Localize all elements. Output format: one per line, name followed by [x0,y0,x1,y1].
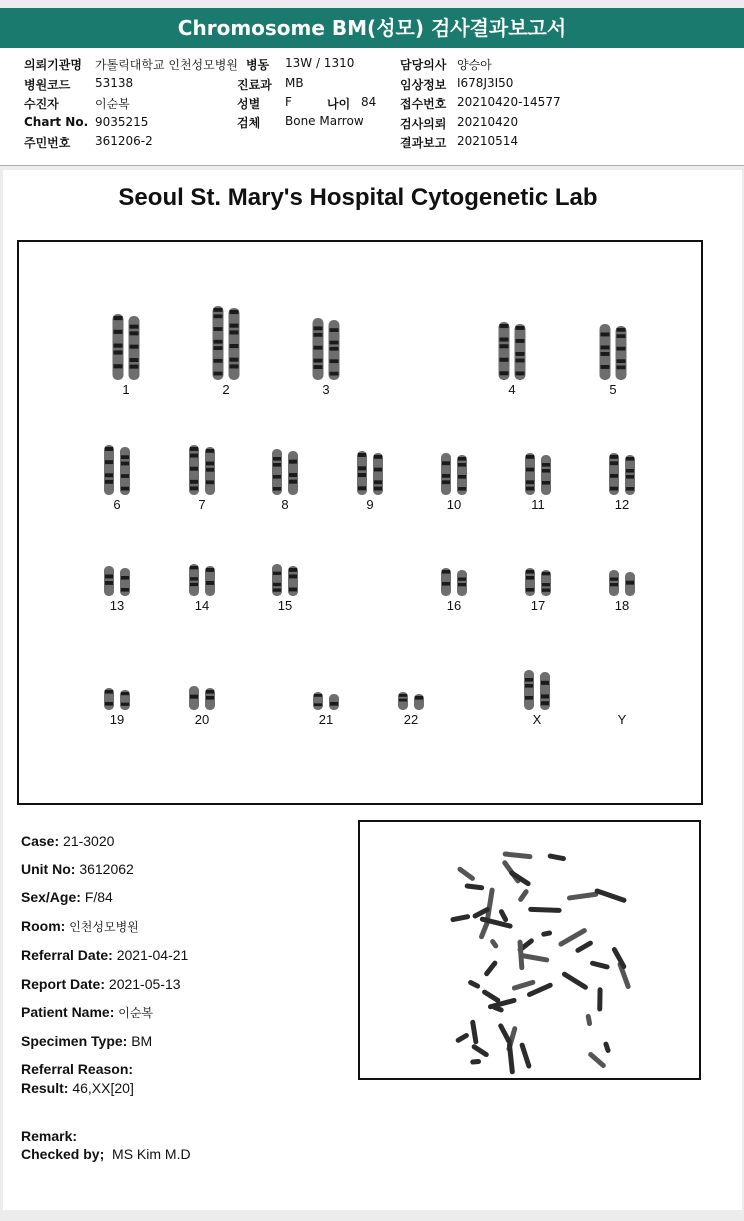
chromosome-label-16: 16 [446,598,462,613]
metaphase-chromosome [508,870,531,888]
room-value: 인천성모병원 [69,920,139,934]
chromosome-label-9: 9 [366,497,374,512]
dept-label: 진료과 [237,78,272,92]
lab-title: Seoul St. Mary's Hospital Cytogenetic Lab [118,184,598,211]
case-value: 21-3020 [63,833,115,849]
chromosome-label-17: 17 [530,598,546,613]
chromosome-label-13: 13 [109,598,125,613]
chromosome-1-b [129,316,140,380]
page-footer [0,1212,744,1221]
chromosome-label-15: 15 [277,598,293,613]
metaphase-chromosome [567,891,599,900]
chromosome-9-b [373,453,383,495]
result-date-value: 20210514 [457,134,519,148]
chromosome-label-10: 10 [446,497,462,512]
chromosome-7-b [205,447,215,495]
request-label: 검사의뢰 [400,117,447,131]
chromosome-label-18: 18 [614,598,630,613]
chromosome-label-22: 22 [403,712,419,727]
request-value: 20210420 [457,115,519,129]
chromosome-19-a [104,688,114,710]
chromosome-label-6: 6 [113,497,121,512]
chromosome-label-20: 20 [194,712,210,727]
chromosome-13-a [104,566,114,596]
karyotype-report [3,170,742,1210]
doctor-value: 양승아 [457,58,492,72]
chromosome-6-a [104,445,114,495]
dept-value: MB [285,76,304,90]
room-label: Room: [21,918,66,934]
specimen-type-value: BM [131,1033,153,1049]
metaphase-chromosome [483,960,498,978]
report-date-label: Report Date: [21,976,106,992]
chromosome-6-b [120,447,130,495]
metaphase-chromosome [541,930,553,937]
patient-name-label: Patient Name: [21,1004,115,1020]
chromosome-5-a [600,324,611,380]
chromosome-16-b [457,570,467,596]
chromosome-x-b [540,672,550,710]
result-label: Result: [21,1080,69,1096]
chromosome-label-8: 8 [281,497,289,512]
chromosome-label-19: 19 [109,712,125,727]
chromosome-22-a [398,692,408,710]
chromosome-label-4: 4 [508,382,516,397]
chromosome-22-b [414,694,424,710]
metaphase-chromosome [450,914,471,923]
metaphase-chromosome [574,940,593,954]
metaphase-chromosome [464,883,484,890]
chromosome-label-3: 3 [322,382,330,397]
unit-label: Unit No: [21,861,76,877]
unit-value: 3612062 [79,861,134,877]
specimen-type-label: Specimen Type: [21,1033,128,1049]
metaphase-chromosome [547,853,566,861]
chromosome-8-b [288,451,298,495]
referral-reason-label: Referral Reason: [21,1061,134,1077]
specimen-label: 검체 [237,116,261,130]
clinical-label: 임상정보 [400,78,447,92]
ward-value: 13W / 1310 [285,56,355,70]
metaphase-chromosome [585,1014,592,1027]
code-value: 53138 [95,76,134,90]
patient-info-panel [0,48,744,166]
chromosome-20-a [189,686,199,710]
patient-name-value: 이순복 [118,1006,154,1020]
sex-label: 성별 [237,97,261,111]
checked-label: Checked by; [21,1146,105,1162]
metaphase-chromosome [589,960,610,970]
chromosome-21-b [329,694,339,710]
chromosome-label-2: 2 [222,382,230,397]
metaphase-chromosome [467,979,481,989]
chromosome-17-b [541,570,551,596]
chromosome-2-b [229,308,240,380]
chromosome-10-a [441,453,451,495]
metaphase-chromosome [507,1042,515,1074]
metaphase-chromosome [498,908,509,923]
clinical-value: I678J3I50 [457,76,514,90]
metaphase-chromosome [517,888,529,903]
referral-date-label: Referral Date: [21,947,113,963]
chromosome-7-a [189,445,199,495]
report-title: Chromosome BM(성모) 검사결과보고서 [177,16,567,40]
chromosome-21-a [313,692,323,710]
patient-label: 수진자 [24,97,59,111]
metaphase-chromosome [594,888,627,904]
referral-date-value: 2021-04-21 [116,947,189,963]
metaphase-panel [358,820,701,1080]
chromosome-17-a [525,568,535,596]
metaphase-chromosome [603,1041,612,1054]
id-value: 361206-2 [95,134,153,148]
metaphase-chromosome [470,1019,479,1044]
chromosome-label-14: 14 [194,598,210,613]
report-title-bar [0,8,744,48]
hospital-label: 의뢰기관명 [24,58,82,72]
chromosome-19-b [120,690,130,710]
chromosome-15-a [272,564,282,596]
chromosome-label-5: 5 [609,382,617,397]
chromosome-18-a [609,570,619,596]
chromosome-9-a [357,451,367,495]
result-value: 46,XX[20] [72,1080,134,1096]
sexage-value: F/84 [84,889,113,905]
chromosome-5-b [616,326,627,380]
chromosome-12-a [609,453,619,495]
receipt-label: 접수번호 [400,97,447,111]
report-date-value: 2021-05-13 [108,976,181,992]
sexage-label: Sex/Age: [21,889,81,905]
chart-label: Chart No. [24,115,89,129]
patient-value: 이순복 [95,97,130,111]
chromosome-8-a [272,449,282,495]
chromosome-label-12: 12 [614,497,630,512]
metaphase-chromosome [489,938,499,949]
chromosome-14-a [189,564,199,596]
metaphase-chromosome [597,987,602,1011]
chromosome-4-b [515,324,526,380]
chromosome-1-a [113,314,124,380]
checked-value: MS Kim M.D [112,1146,191,1162]
ward-label: 병동 [246,58,270,72]
chart-value: 9035215 [95,115,149,129]
chromosome-15-b [288,566,298,596]
chromosome-20-b [205,688,215,710]
metaphase-chromosome [497,1023,512,1046]
chromosome-11-b [541,455,551,495]
chromosome-12-b [625,455,635,495]
remark-label: Remark: [21,1128,78,1144]
hospital-value: 가톨릭대학교 인천성모병원 [95,58,238,72]
metaphase-chromosome [485,887,495,921]
chromosome-label-21: 21 [318,712,334,727]
metaphase-spread-image [360,822,699,1078]
age-label: 나이 [327,97,351,111]
chromosome-label-x: X [532,712,542,727]
metaphase-chromosome [561,971,589,991]
code-label: 병원코드 [24,78,71,92]
metaphase-chromosome [470,1059,481,1065]
metaphase-chromosome [456,866,475,882]
karyogram-panel [17,240,703,805]
sex-value: F [285,95,292,109]
receipt-value: 20210420-14577 [457,95,561,109]
specimen-value: Bone Marrow [285,114,364,128]
chromosome-label-7: 7 [198,497,206,512]
age-value: 84 [361,95,377,109]
metaphase-chromosome [519,1042,532,1069]
metaphase-chromosome [528,907,562,913]
chromosome-11-a [525,453,535,495]
id-label: 주민번호 [24,136,71,150]
metaphase-chromosome [502,851,532,859]
metaphase-chromosome [587,1051,607,1069]
metaphase-chromosome [511,979,536,991]
chromosome-3-a [313,318,324,380]
chromosome-18-b [625,572,635,596]
chromosome-x-a [524,670,534,710]
chromosome-2-a [213,306,224,380]
result-date-label: 결과보고 [400,136,447,150]
metaphase-chromosome [455,1032,470,1044]
chromosome-4-a [499,322,510,380]
chromosome-label-11: 11 [531,497,545,512]
case-label: Case: [21,833,60,849]
chromosome-13-b [120,568,130,596]
metaphase-chromosome [471,1043,490,1058]
chromosome-16-a [441,568,451,596]
karyogram-image [19,242,701,803]
chromosome-10-b [457,455,467,495]
doctor-label: 담당의사 [400,58,447,72]
metaphase-chromosome [481,989,501,1004]
chromosome-label-1: 1 [122,382,130,397]
chromosome-label-y: Y [617,712,627,727]
chromosome-14-b [205,566,215,596]
chromosome-3-b [329,320,340,380]
